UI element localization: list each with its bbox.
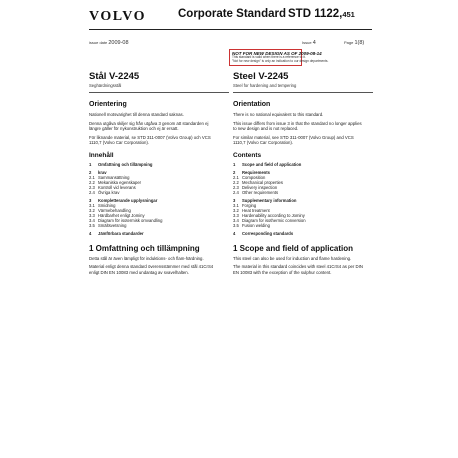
toc-entry-number: 3.4 [233,217,239,223]
standard-number-suffix: 451 [342,10,355,19]
swedish-orientation-p2: Denna utgåva skiljer sig från utgåva 3 genom att standarden ej längre gäller för nykonstruktion och ej är ersatt. [89,120,209,131]
toc-entry-label: Diagram för isotermisk omvandling [98,217,163,223]
toc-entry-number: 4 [89,230,92,236]
toc-entry-label: Hardenability according to Jominy [242,212,305,218]
english-scope-p2: The material in this standard coincides with steel 41CrS4 as per DIN EN 10083 with the exception of the sulphur content. [233,264,363,275]
toc-entry-label: Heat treatment [242,207,270,213]
english-column [233,72,363,275]
toc-entry-label: Jämförbara standarder [98,230,144,236]
toc-entry-number: 3.5 [89,222,95,228]
swedish-toc [89,162,219,236]
toc-entry-number: 1 [89,161,92,167]
toc-entry-label: Mechanical properties [242,179,283,185]
english-orientation-p2: This issue differs from issue 3 in that the standard no longer applies to new design and is not replaced. [233,120,362,131]
issue-date-label: issue date [89,40,108,45]
issue-label: Issue [302,40,312,45]
toc-entry-label: Smidning [98,202,116,208]
issue-number-field [302,40,316,46]
document-type-title: Corporate Standard [178,8,286,20]
swedish-title: Stål V-2245 [89,71,140,82]
page-number-field [344,40,364,46]
toc-entry-number: 2.3 [89,184,95,190]
toc-entry-number: 2.2 [233,179,239,185]
swedish-scope-p2: Material enligt denna standard överensstämmer med stål 41CrS4 enligt DIN EN 10083 med undantag av svavelhalten. [89,264,214,275]
toc-entry-label: Mekaniska egenskaper [98,179,142,185]
swedish-subtitle: Seghärdningsstål [89,83,122,88]
toc-entry-number: 2.2 [89,179,95,185]
toc-entry-number: 3 [233,197,236,203]
toc-entry-label: Supplementary information [242,197,297,203]
toc-entry-number: 3.3 [89,212,95,218]
not-for-new-design-notice [229,49,329,66]
toc-entry-label: Delivery inspection [242,184,278,190]
toc-entry-number: 3 [89,197,92,203]
toc-entry-number: 2 [89,169,92,175]
toc-entry-label: Omfattning och tillämpning [98,161,153,167]
english-title-divider [233,92,373,93]
toc-entry-number: 2 [233,169,236,175]
toc-entry [89,231,219,236]
english-orientation-p3: For similar material, see STD 311-0007 (Volvo Group) and VCS 1110,7 (Volvo Car Corporation). [233,134,354,145]
toc-entry-label: Värmebehandling [98,207,131,213]
english-subtitle: Steel for hardening and tempering [233,83,297,88]
toc-entry-number: 2.3 [233,184,239,190]
english-scope-heading: 1 Scope and field of application [233,243,354,253]
toc-entry-label: Sammansättning [98,174,130,180]
toc-entry-number: 4 [233,230,236,236]
toc-entry-label: Composition [242,174,266,180]
swedish-contents-heading: Innehåll [89,151,114,159]
toc-entry-number: 2.4 [89,189,95,195]
toc-entry-label: Kontroll vid leverans [98,184,136,190]
toc-entry-number: 2.1 [89,174,95,180]
toc-entry-number: 3.5 [233,222,239,228]
swedish-orientation-heading: Orientering [89,101,127,108]
swedish-orientation-p3: För liknande material, se STD 311-0007 (Volvo Group) och VCS 1110,7 (Volvo Car Corporation). [89,134,211,145]
toc-entry-label: Scope and field of application [242,161,302,167]
volvo-logo: VOLVO [89,9,146,24]
swedish-scope-heading: 1 Omfattning och tillämpning [89,243,200,253]
toc-entry-label: Forging [242,202,257,208]
toc-entry-number: 3.3 [233,212,239,218]
swedish-title-divider [89,92,229,93]
standard-number-main: STD 1122, [288,8,343,20]
toc-entry-number: 3.1 [233,202,239,208]
notice-line-2: "Not for new design" is only an indication to our design departments. [232,58,329,63]
issue-date-value: 2009-08 [108,40,129,46]
english-contents-heading: Contents [233,151,262,159]
notice-line-1: This standard is valid when there is a reference to it. [232,55,306,59]
toc-entry-number: 1 [233,161,236,167]
toc-entry-number: 3.1 [89,202,95,208]
notice-title: NOT FOR NEW DESIGN AS OF 2009-08-14 [232,51,322,56]
toc-entry-label: Härdbarhet enligt Jominy [98,212,145,218]
toc-entry-label: Diagram for isothermic conversion [242,217,306,223]
page-label: Page [344,40,354,45]
issue-date-field [89,40,129,46]
standard-number [288,8,355,20]
page-number-value: 1(8) [354,40,365,46]
swedish-scope-p1: Detta stål är även lämpligt för induktions- och flam-härdning. [89,255,204,261]
english-orientation-p1: There is no national equivalent to this standard. [233,112,324,117]
toc-entry-label: Övriga krav [98,189,120,195]
toc-entry-number: 3.4 [89,217,95,223]
header-divider [89,29,372,30]
swedish-orientation-p1: Nationell motsvarighet till denna standard saknas. [89,112,184,117]
toc-entry-label: Other requirements [242,189,279,195]
swedish-column [89,72,219,275]
english-toc [233,162,363,236]
toc-entry-label: Corresponding standards [242,230,294,236]
toc-entry-number: 2.4 [233,189,239,195]
toc-entry-label: Fusion welding [242,222,270,228]
english-orientation-heading: Orientation [233,101,271,108]
toc-entry-number: 2.1 [233,174,239,180]
issue-number-value: 4 [312,40,316,46]
english-scope-p1: This steel can also be used for induction and flame hardening. [233,255,352,261]
toc-entry [233,231,363,236]
toc-entry-label: krav [98,169,107,175]
toc-entry-label: Requirements [242,169,270,175]
toc-entry-label: Kompletterande upplysningar [98,197,158,203]
english-title: Steel V-2245 [233,71,289,82]
toc-entry-number: 3.2 [89,207,95,213]
toc-entry-number: 3.2 [233,207,239,213]
toc-entry-label: Smältsvetsning [98,222,127,228]
